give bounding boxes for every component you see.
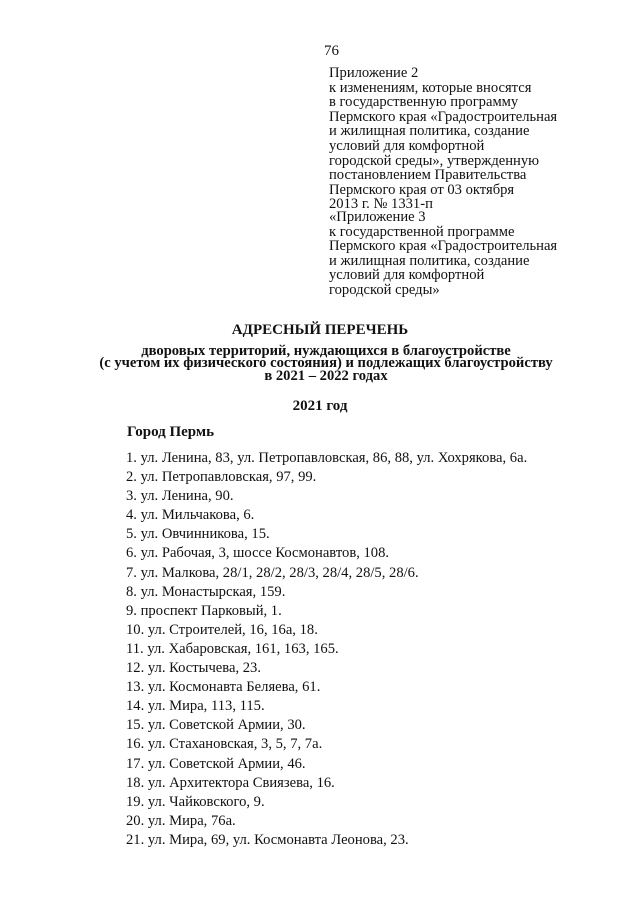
address-list-item: 18. ул. Архитектора Свиязева, 16. <box>126 774 335 791</box>
address-list-item: 9. проспект Парковый, 1. <box>126 602 282 619</box>
document-subtitle <box>60 345 592 382</box>
subtitle-line: (с учетом их физического состояния) и подлежащих благоустройству <box>99 355 553 372</box>
appendix-2-line: Приложение 2 <box>329 65 419 81</box>
address-list-item: 7. ул. Малкова, 28/1, 28/2, 28/3, 28/4, 28/5, 28/6. <box>126 564 419 581</box>
address-list-item: 16. ул. Стахановская, 3, 5, 7, 7а. <box>126 736 323 753</box>
appendix-2-line: в государственную программу <box>329 94 519 111</box>
appendix-2-line: постановлением Правительства <box>329 167 527 184</box>
document-title: АДРЕСНЫЙ ПЕРЕЧЕНЬ <box>231 322 409 338</box>
appendix-3-header <box>329 210 629 298</box>
appendix-2-line: городской среды», утвержденную <box>329 152 540 169</box>
appendix-2-line: к изменениям, которые вносятся <box>329 79 532 96</box>
address-list-item: 6. ул. Рабочая, 3, шоссе Космонавтов, 108. <box>126 545 390 562</box>
address-list-item: 8. ул. Монастырская, 159. <box>126 583 286 600</box>
appendix-3-line: Пермского края «Градостроительная <box>329 238 558 255</box>
appendix-3-line: условий для комфортной <box>329 267 485 284</box>
address-list-item: 19. ул. Чайковского, 9. <box>126 793 265 810</box>
city-heading: Город Пермь <box>127 424 215 440</box>
subtitle-line: в 2021 – 2022 годах <box>264 367 388 384</box>
address-list <box>126 449 626 850</box>
page-number: 76 <box>324 43 339 59</box>
address-list-item: 2. ул. Петропавловская, 97, 99. <box>126 469 317 486</box>
address-list-item: 11. ул. Хабаровская, 161, 163, 165. <box>126 640 339 657</box>
address-list-item: 5. ул. Овчинникова, 15. <box>126 526 270 543</box>
address-list-item: 21. ул. Мира, 69, ул. Космонавта Леонова, 23. <box>126 831 409 848</box>
appendix-2-header <box>329 66 629 212</box>
address-list-item: 14. ул. Мира, 113, 115. <box>126 698 265 715</box>
address-list-item: 10. ул. Строителей, 16, 16а, 18. <box>126 621 318 638</box>
address-list-item: 1. ул. Ленина, 83, ул. Петропавловская, 86, 88, ул. Хохрякова, 6а. <box>126 450 528 466</box>
appendix-3-line: городской среды» <box>329 281 440 298</box>
appendix-2-line: и жилищная политика, создание <box>329 123 530 140</box>
appendix-3-line: к государственной программе <box>329 223 515 240</box>
appendix-2-line: Пермского края от 03 октября <box>329 181 515 198</box>
subtitle-line: дворовых территорий, нуждающихся в благоустройстве <box>141 343 511 359</box>
address-list-item: 20. ул. Мира, 76а. <box>126 812 236 829</box>
address-list-item: 15. ул. Советской Армии, 30. <box>126 717 306 734</box>
address-list-item: 13. ул. Космонавта Беляева, 61. <box>126 679 321 696</box>
address-list-item: 3. ул. Ленина, 90. <box>126 488 234 505</box>
address-list-item: 17. ул. Советской Армии, 46. <box>126 755 306 772</box>
appendix-2-line: условий для комфортной <box>329 137 485 154</box>
address-list-item: 4. ул. Мильчакова, 6. <box>126 507 255 524</box>
year-heading: 2021 год <box>292 398 348 414</box>
appendix-3-line: «Приложение 3 <box>329 209 426 225</box>
appendix-2-line: Пермского края «Градостроительная <box>329 108 558 125</box>
address-list-item: 12. ул. Костычева, 23. <box>126 660 261 677</box>
appendix-2-line: 2013 г. № 1331-п <box>329 196 433 213</box>
appendix-3-line: и жилищная политика, создание <box>329 252 530 269</box>
